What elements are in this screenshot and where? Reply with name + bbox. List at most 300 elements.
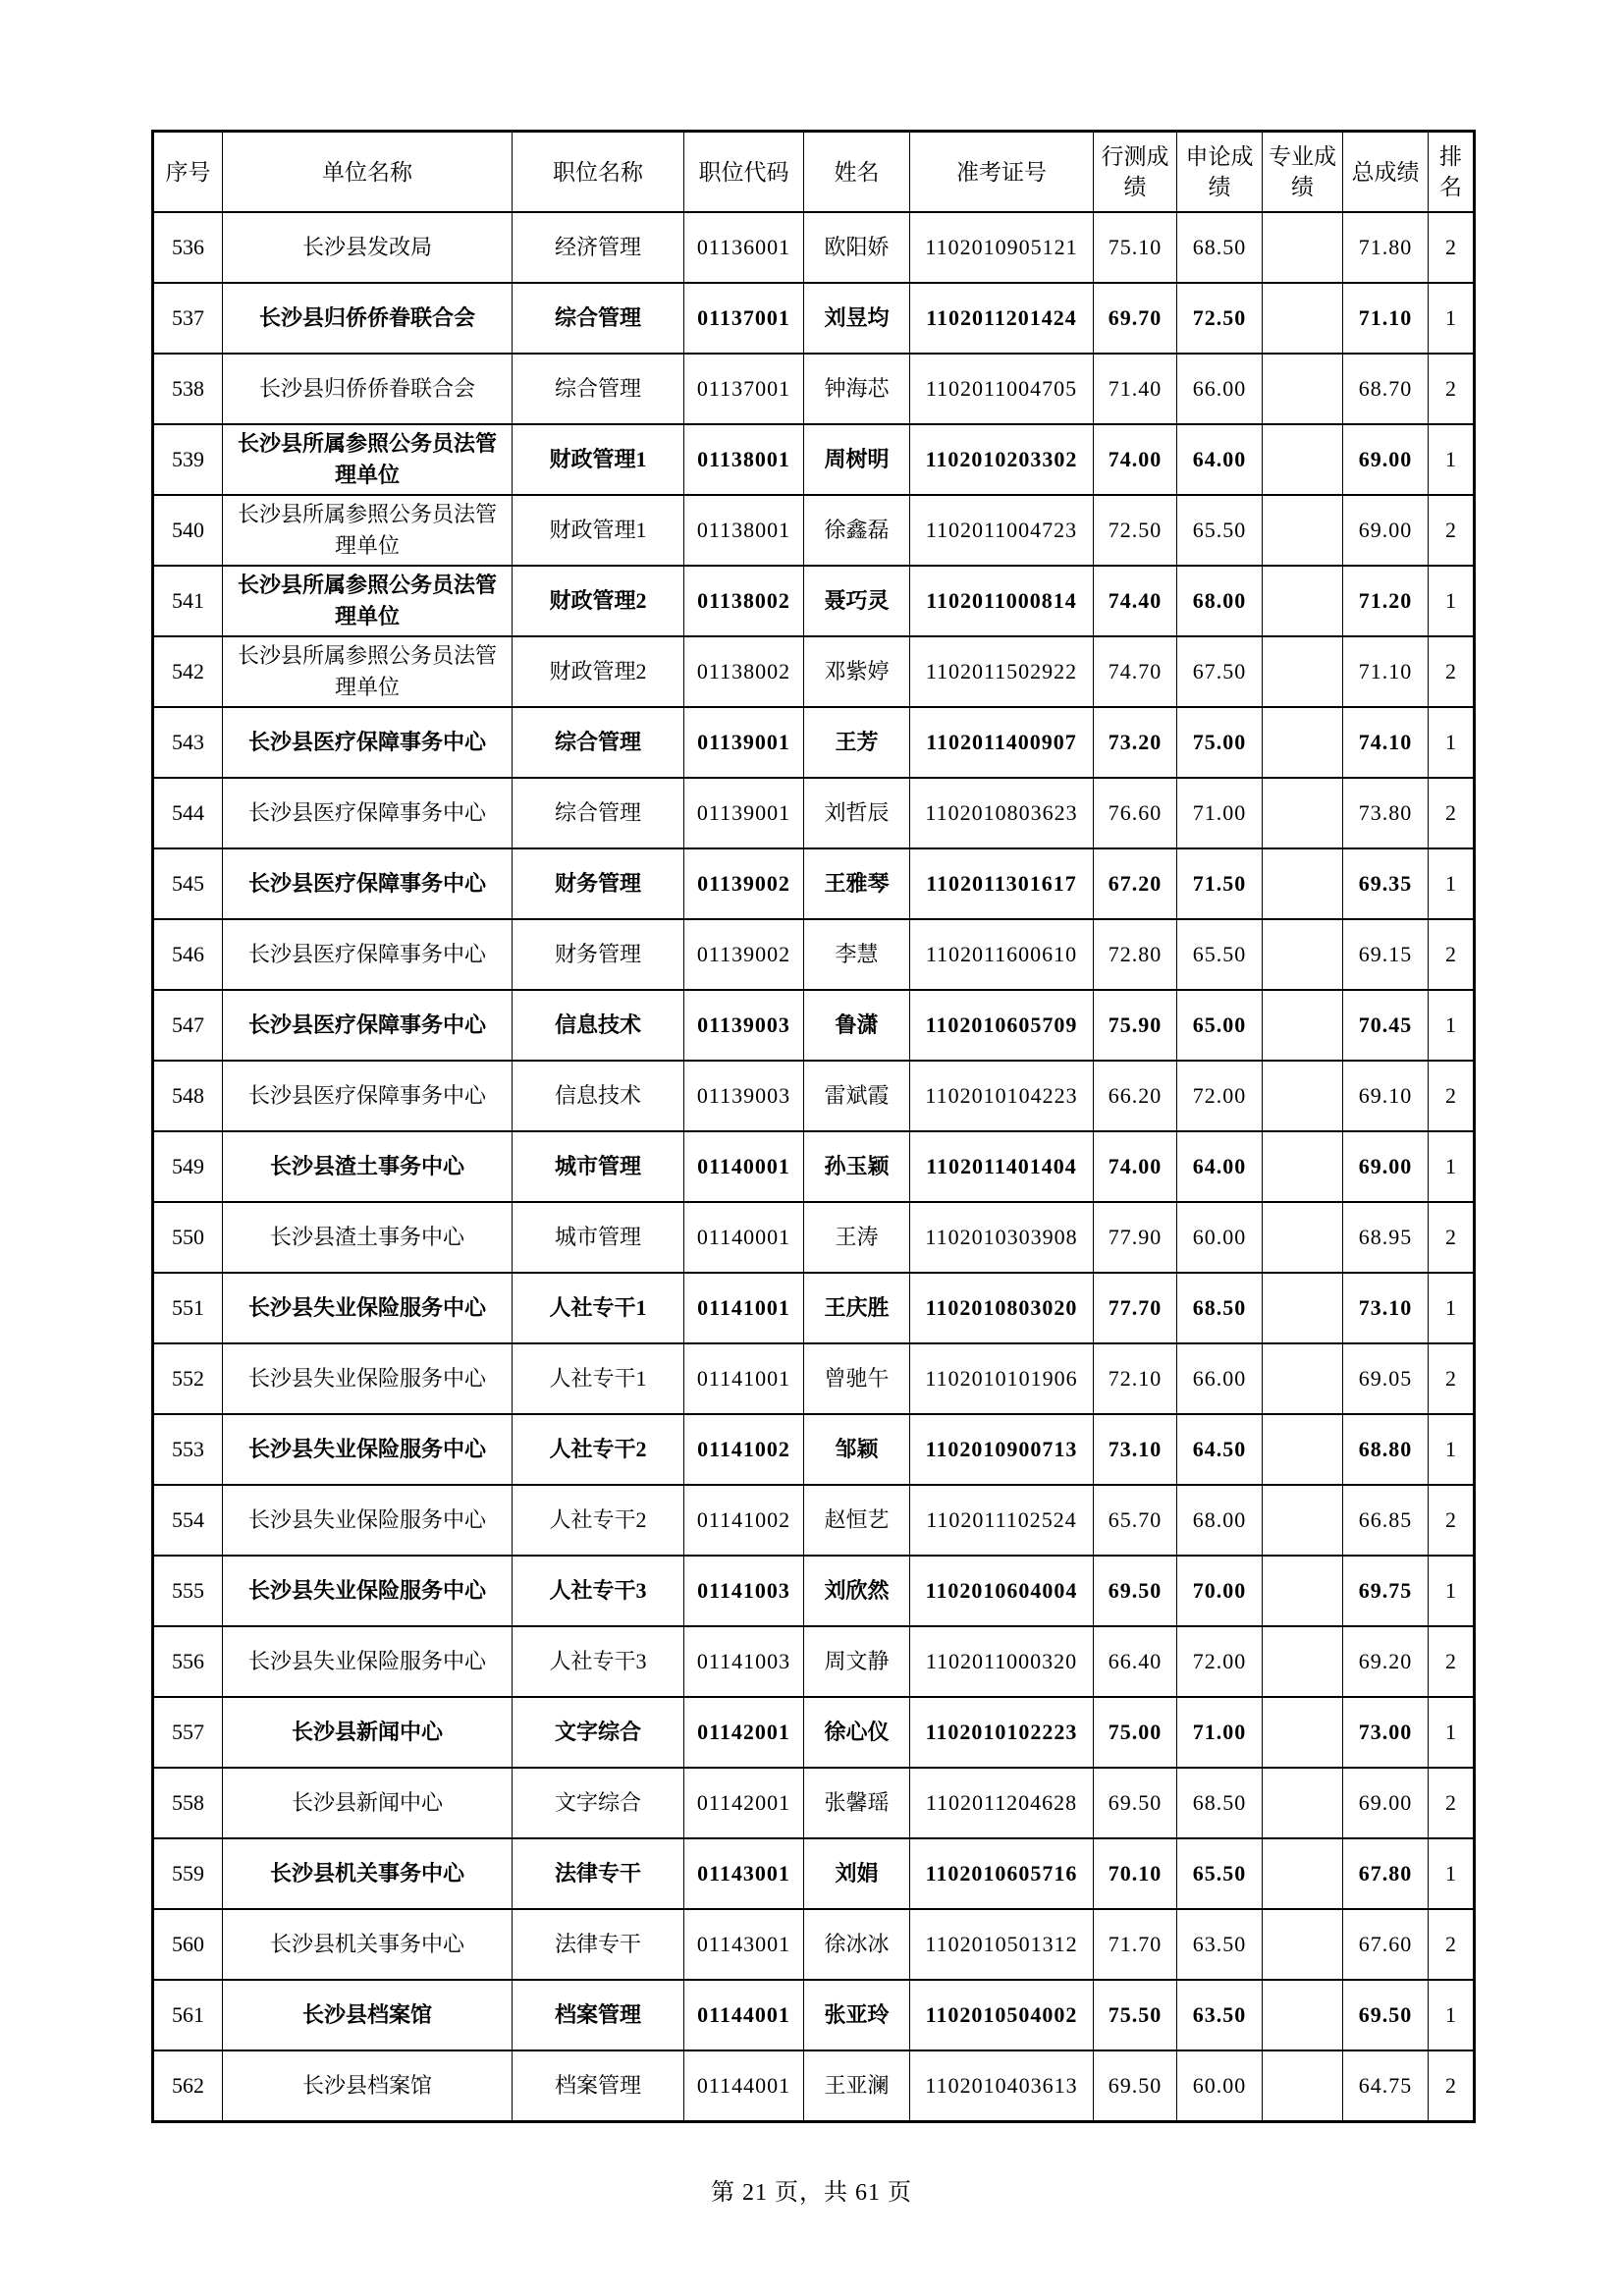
cell-rank: 1 xyxy=(1429,1980,1475,2050)
column-header: 准考证号 xyxy=(910,132,1094,213)
cell-unit-name: 长沙县所属参照公务员法管理单位 xyxy=(223,566,513,636)
cell-ticket-number: 1102011004723 xyxy=(910,495,1094,566)
cell-rank: 1 xyxy=(1429,848,1475,919)
column-header: 职位名称 xyxy=(513,132,684,213)
cell-shenlun-score: 68.00 xyxy=(1177,1485,1263,1556)
column-header: 排名 xyxy=(1429,132,1475,213)
cell-unit-name: 长沙县医疗保障事务中心 xyxy=(223,707,513,778)
cell-serial-number: 562 xyxy=(153,2050,223,2122)
cell-unit-name: 长沙县机关事务中心 xyxy=(223,1838,513,1909)
cell-serial-number: 550 xyxy=(153,1202,223,1273)
cell-position-name: 财政管理1 xyxy=(513,424,684,495)
cell-unit-name: 长沙县医疗保障事务中心 xyxy=(223,778,513,848)
cell-position-name: 人社专干3 xyxy=(513,1626,684,1697)
cell-ticket-number: 1102010504002 xyxy=(910,1980,1094,2050)
cell-total-score: 69.75 xyxy=(1343,1556,1429,1626)
table-row xyxy=(153,1273,1475,1343)
cell-candidate-name: 周树明 xyxy=(804,424,910,495)
cell-position-code: 01136001 xyxy=(684,212,804,283)
cell-position-name: 人社专干1 xyxy=(513,1273,684,1343)
table-row xyxy=(153,990,1475,1061)
cell-serial-number: 556 xyxy=(153,1626,223,1697)
cell-unit-name: 长沙县档案馆 xyxy=(223,1980,513,2050)
cell-position-name: 城市管理 xyxy=(513,1202,684,1273)
table-row xyxy=(153,1556,1475,1626)
cell-candidate-name: 钟海芯 xyxy=(804,354,910,424)
cell-total-score: 69.15 xyxy=(1343,919,1429,990)
cell-shenlun-score: 71.00 xyxy=(1177,1697,1263,1768)
cell-xingce-score: 70.10 xyxy=(1094,1838,1177,1909)
cell-unit-name: 长沙县归侨侨眷联合会 xyxy=(223,283,513,354)
cell-shenlun-score: 68.00 xyxy=(1177,566,1263,636)
cell-candidate-name: 邹颖 xyxy=(804,1414,910,1485)
cell-serial-number: 553 xyxy=(153,1414,223,1485)
column-header: 专业成绩 xyxy=(1263,132,1343,213)
cell-zhuanye-score xyxy=(1263,1061,1343,1131)
cell-rank: 2 xyxy=(1429,1061,1475,1131)
cell-rank: 1 xyxy=(1429,566,1475,636)
column-header: 申论成绩 xyxy=(1177,132,1263,213)
cell-serial-number: 537 xyxy=(153,283,223,354)
cell-xingce-score: 66.40 xyxy=(1094,1626,1177,1697)
cell-position-name: 经济管理 xyxy=(513,212,684,283)
cell-serial-number: 561 xyxy=(153,1980,223,2050)
column-header: 职位代码 xyxy=(684,132,804,213)
cell-ticket-number: 1102011000814 xyxy=(910,566,1094,636)
cell-total-score: 69.35 xyxy=(1343,848,1429,919)
cell-ticket-number: 1102010803020 xyxy=(910,1273,1094,1343)
cell-xingce-score: 77.90 xyxy=(1094,1202,1177,1273)
cell-total-score: 73.10 xyxy=(1343,1273,1429,1343)
cell-xingce-score: 71.70 xyxy=(1094,1909,1177,1980)
cell-candidate-name: 王庆胜 xyxy=(804,1273,910,1343)
cell-unit-name: 长沙县所属参照公务员法管理单位 xyxy=(223,636,513,707)
cell-shenlun-score: 71.00 xyxy=(1177,778,1263,848)
cell-shenlun-score: 70.00 xyxy=(1177,1556,1263,1626)
cell-position-code: 01141001 xyxy=(684,1273,804,1343)
table-row xyxy=(153,1414,1475,1485)
cell-shenlun-score: 66.00 xyxy=(1177,354,1263,424)
cell-total-score: 70.45 xyxy=(1343,990,1429,1061)
cell-position-code: 01138002 xyxy=(684,566,804,636)
cell-serial-number: 549 xyxy=(153,1131,223,1202)
cell-unit-name: 长沙县新闻中心 xyxy=(223,1697,513,1768)
cell-candidate-name: 徐鑫磊 xyxy=(804,495,910,566)
cell-position-code: 01142001 xyxy=(684,1697,804,1768)
cell-candidate-name: 徐心仪 xyxy=(804,1697,910,1768)
cell-position-name: 综合管理 xyxy=(513,283,684,354)
cell-position-name: 综合管理 xyxy=(513,707,684,778)
cell-ticket-number: 1102010102223 xyxy=(910,1697,1094,1768)
cell-total-score: 71.10 xyxy=(1343,283,1429,354)
cell-unit-name: 长沙县失业保险服务中心 xyxy=(223,1556,513,1626)
table-row xyxy=(153,778,1475,848)
cell-xingce-score: 75.00 xyxy=(1094,1697,1177,1768)
cell-rank: 1 xyxy=(1429,990,1475,1061)
cell-candidate-name: 孙玉颖 xyxy=(804,1131,910,1202)
cell-total-score: 69.10 xyxy=(1343,1061,1429,1131)
cell-xingce-score: 72.50 xyxy=(1094,495,1177,566)
cell-position-code: 01143001 xyxy=(684,1838,804,1909)
cell-candidate-name: 王雅琴 xyxy=(804,848,910,919)
cell-serial-number: 554 xyxy=(153,1485,223,1556)
cell-unit-name: 长沙县医疗保障事务中心 xyxy=(223,848,513,919)
cell-rank: 1 xyxy=(1429,283,1475,354)
cell-position-code: 01141003 xyxy=(684,1556,804,1626)
cell-zhuanye-score xyxy=(1263,1273,1343,1343)
cell-xingce-score: 69.50 xyxy=(1094,1768,1177,1838)
column-header: 单位名称 xyxy=(223,132,513,213)
column-header: 行测成绩 xyxy=(1094,132,1177,213)
table-row xyxy=(153,1980,1475,2050)
cell-position-code: 01140001 xyxy=(684,1131,804,1202)
cell-zhuanye-score xyxy=(1263,848,1343,919)
cell-serial-number: 541 xyxy=(153,566,223,636)
cell-ticket-number: 1102011204628 xyxy=(910,1768,1094,1838)
cell-ticket-number: 1102010104223 xyxy=(910,1061,1094,1131)
cell-rank: 1 xyxy=(1429,1414,1475,1485)
cell-unit-name: 长沙县医疗保障事务中心 xyxy=(223,1061,513,1131)
cell-ticket-number: 1102011400907 xyxy=(910,707,1094,778)
cell-unit-name: 长沙县所属参照公务员法管理单位 xyxy=(223,424,513,495)
cell-unit-name: 长沙县档案馆 xyxy=(223,2050,513,2122)
cell-shenlun-score: 64.00 xyxy=(1177,1131,1263,1202)
cell-shenlun-score: 60.00 xyxy=(1177,1202,1263,1273)
cell-shenlun-score: 65.50 xyxy=(1177,495,1263,566)
cell-ticket-number: 1102010203302 xyxy=(910,424,1094,495)
cell-candidate-name: 王涛 xyxy=(804,1202,910,1273)
cell-zhuanye-score xyxy=(1263,1202,1343,1273)
cell-serial-number: 558 xyxy=(153,1768,223,1838)
cell-position-name: 信息技术 xyxy=(513,1061,684,1131)
cell-serial-number: 552 xyxy=(153,1343,223,1414)
table-row xyxy=(153,1838,1475,1909)
cell-rank: 1 xyxy=(1429,424,1475,495)
cell-unit-name: 长沙县失业保险服务中心 xyxy=(223,1414,513,1485)
cell-serial-number: 540 xyxy=(153,495,223,566)
table-row xyxy=(153,707,1475,778)
cell-position-name: 法律专干 xyxy=(513,1909,684,1980)
cell-position-code: 01138002 xyxy=(684,636,804,707)
cell-ticket-number: 1102010605716 xyxy=(910,1838,1094,1909)
cell-unit-name: 长沙县失业保险服务中心 xyxy=(223,1626,513,1697)
cell-ticket-number: 1102011600610 xyxy=(910,919,1094,990)
cell-position-name: 综合管理 xyxy=(513,778,684,848)
cell-total-score: 74.10 xyxy=(1343,707,1429,778)
cell-xingce-score: 74.40 xyxy=(1094,566,1177,636)
cell-rank: 2 xyxy=(1429,495,1475,566)
cell-position-name: 人社专干1 xyxy=(513,1343,684,1414)
cell-ticket-number: 1102010101906 xyxy=(910,1343,1094,1414)
cell-rank: 2 xyxy=(1429,1626,1475,1697)
cell-total-score: 69.00 xyxy=(1343,1768,1429,1838)
cell-serial-number: 543 xyxy=(153,707,223,778)
cell-rank: 2 xyxy=(1429,1343,1475,1414)
cell-rank: 2 xyxy=(1429,919,1475,990)
table-row xyxy=(153,1626,1475,1697)
cell-zhuanye-score xyxy=(1263,778,1343,848)
cell-zhuanye-score xyxy=(1263,283,1343,354)
cell-serial-number: 542 xyxy=(153,636,223,707)
cell-position-name: 人社专干2 xyxy=(513,1485,684,1556)
cell-candidate-name: 张馨瑶 xyxy=(804,1768,910,1838)
cell-serial-number: 559 xyxy=(153,1838,223,1909)
cell-shenlun-score: 72.00 xyxy=(1177,1626,1263,1697)
cell-candidate-name: 王芳 xyxy=(804,707,910,778)
table-row xyxy=(153,1485,1475,1556)
cell-shenlun-score: 66.00 xyxy=(1177,1343,1263,1414)
cell-shenlun-score: 64.50 xyxy=(1177,1414,1263,1485)
cell-unit-name: 长沙县渣土事务中心 xyxy=(223,1131,513,1202)
cell-serial-number: 538 xyxy=(153,354,223,424)
cell-serial-number: 539 xyxy=(153,424,223,495)
cell-shenlun-score: 68.50 xyxy=(1177,1768,1263,1838)
cell-zhuanye-score xyxy=(1263,1909,1343,1980)
cell-position-code: 01142001 xyxy=(684,1768,804,1838)
cell-position-name: 财务管理 xyxy=(513,848,684,919)
cell-position-code: 01139003 xyxy=(684,1061,804,1131)
cell-position-name: 财政管理2 xyxy=(513,636,684,707)
cell-zhuanye-score xyxy=(1263,1414,1343,1485)
table-row xyxy=(153,495,1475,566)
cell-rank: 2 xyxy=(1429,636,1475,707)
cell-ticket-number: 1102010605709 xyxy=(910,990,1094,1061)
cell-total-score: 64.75 xyxy=(1343,2050,1429,2122)
cell-xingce-score: 77.70 xyxy=(1094,1273,1177,1343)
table-row xyxy=(153,1697,1475,1768)
cell-zhuanye-score xyxy=(1263,1131,1343,1202)
cell-position-name: 档案管理 xyxy=(513,2050,684,2122)
cell-xingce-score: 72.10 xyxy=(1094,1343,1177,1414)
cell-position-code: 01140001 xyxy=(684,1202,804,1273)
cell-candidate-name: 王亚澜 xyxy=(804,2050,910,2122)
table-row xyxy=(153,2050,1475,2122)
cell-xingce-score: 75.10 xyxy=(1094,212,1177,283)
cell-position-name: 法律专干 xyxy=(513,1838,684,1909)
cell-position-name: 财政管理1 xyxy=(513,495,684,566)
cell-total-score: 67.80 xyxy=(1343,1838,1429,1909)
cell-rank: 1 xyxy=(1429,1273,1475,1343)
cell-candidate-name: 刘哲辰 xyxy=(804,778,910,848)
table-row xyxy=(153,212,1475,283)
cell-xingce-score: 72.80 xyxy=(1094,919,1177,990)
cell-position-name: 财务管理 xyxy=(513,919,684,990)
cell-serial-number: 547 xyxy=(153,990,223,1061)
cell-unit-name: 长沙县失业保险服务中心 xyxy=(223,1485,513,1556)
cell-ticket-number: 1102010501312 xyxy=(910,1909,1094,1980)
cell-zhuanye-score xyxy=(1263,1556,1343,1626)
cell-candidate-name: 刘昱均 xyxy=(804,283,910,354)
cell-position-name: 信息技术 xyxy=(513,990,684,1061)
table-row xyxy=(153,636,1475,707)
cell-total-score: 69.00 xyxy=(1343,495,1429,566)
table-row xyxy=(153,1343,1475,1414)
cell-total-score: 73.00 xyxy=(1343,1697,1429,1768)
cell-shenlun-score: 65.50 xyxy=(1177,1838,1263,1909)
table-row xyxy=(153,1061,1475,1131)
cell-position-name: 人社专干2 xyxy=(513,1414,684,1485)
cell-position-name: 文字综合 xyxy=(513,1697,684,1768)
cell-shenlun-score: 60.00 xyxy=(1177,2050,1263,2122)
cell-unit-name: 长沙县失业保险服务中心 xyxy=(223,1343,513,1414)
table-row xyxy=(153,1202,1475,1273)
cell-zhuanye-score xyxy=(1263,2050,1343,2122)
cell-total-score: 67.60 xyxy=(1343,1909,1429,1980)
table-row xyxy=(153,283,1475,354)
cell-position-code: 01141002 xyxy=(684,1414,804,1485)
cell-xingce-score: 74.00 xyxy=(1094,424,1177,495)
cell-position-code: 01139003 xyxy=(684,990,804,1061)
cell-ticket-number: 1102011000320 xyxy=(910,1626,1094,1697)
cell-serial-number: 551 xyxy=(153,1273,223,1343)
cell-ticket-number: 1102010803623 xyxy=(910,778,1094,848)
cell-unit-name: 长沙县医疗保障事务中心 xyxy=(223,990,513,1061)
cell-rank: 2 xyxy=(1429,1909,1475,1980)
cell-shenlun-score: 65.00 xyxy=(1177,990,1263,1061)
column-header: 总成绩 xyxy=(1343,132,1429,213)
cell-rank: 2 xyxy=(1429,212,1475,283)
cell-total-score: 71.10 xyxy=(1343,636,1429,707)
cell-zhuanye-score xyxy=(1263,919,1343,990)
cell-rank: 2 xyxy=(1429,1768,1475,1838)
cell-xingce-score: 67.20 xyxy=(1094,848,1177,919)
cell-zhuanye-score xyxy=(1263,354,1343,424)
cell-shenlun-score: 63.50 xyxy=(1177,1909,1263,1980)
cell-zhuanye-score xyxy=(1263,212,1343,283)
cell-candidate-name: 张亚玲 xyxy=(804,1980,910,2050)
cell-position-code: 01141003 xyxy=(684,1626,804,1697)
cell-rank: 1 xyxy=(1429,707,1475,778)
cell-rank: 1 xyxy=(1429,1131,1475,1202)
cell-rank: 2 xyxy=(1429,1202,1475,1273)
cell-total-score: 73.80 xyxy=(1343,778,1429,848)
cell-shenlun-score: 72.50 xyxy=(1177,283,1263,354)
cell-unit-name: 长沙县归侨侨眷联合会 xyxy=(223,354,513,424)
cell-position-code: 01139001 xyxy=(684,778,804,848)
cell-position-code: 01137001 xyxy=(684,354,804,424)
cell-total-score: 71.20 xyxy=(1343,566,1429,636)
cell-serial-number: 548 xyxy=(153,1061,223,1131)
cell-ticket-number: 1102010403613 xyxy=(910,2050,1094,2122)
cell-xingce-score: 69.70 xyxy=(1094,283,1177,354)
cell-shenlun-score: 72.00 xyxy=(1177,1061,1263,1131)
table-row xyxy=(153,1768,1475,1838)
cell-shenlun-score: 75.00 xyxy=(1177,707,1263,778)
cell-position-code: 01139001 xyxy=(684,707,804,778)
cell-total-score: 68.80 xyxy=(1343,1414,1429,1485)
cell-position-name: 文字综合 xyxy=(513,1768,684,1838)
cell-position-code: 01144001 xyxy=(684,1980,804,2050)
cell-xingce-score: 73.20 xyxy=(1094,707,1177,778)
cell-xingce-score: 73.10 xyxy=(1094,1414,1177,1485)
cell-position-name: 城市管理 xyxy=(513,1131,684,1202)
cell-shenlun-score: 63.50 xyxy=(1177,1980,1263,2050)
cell-zhuanye-score xyxy=(1263,424,1343,495)
cell-xingce-score: 74.70 xyxy=(1094,636,1177,707)
table-row xyxy=(153,919,1475,990)
cell-serial-number: 544 xyxy=(153,778,223,848)
cell-unit-name: 长沙县新闻中心 xyxy=(223,1768,513,1838)
cell-shenlun-score: 67.50 xyxy=(1177,636,1263,707)
cell-serial-number: 536 xyxy=(153,212,223,283)
cell-xingce-score: 66.20 xyxy=(1094,1061,1177,1131)
cell-rank: 2 xyxy=(1429,778,1475,848)
cell-zhuanye-score xyxy=(1263,1697,1343,1768)
cell-ticket-number: 1102011004705 xyxy=(910,354,1094,424)
table-header-row xyxy=(153,132,1475,213)
cell-position-name: 财政管理2 xyxy=(513,566,684,636)
cell-rank: 2 xyxy=(1429,354,1475,424)
cell-candidate-name: 欧阳娇 xyxy=(804,212,910,283)
page-number-footer: 第 21 页，共 61 页 xyxy=(711,2180,912,2206)
cell-total-score: 69.00 xyxy=(1343,424,1429,495)
cell-zhuanye-score xyxy=(1263,1768,1343,1838)
cell-ticket-number: 1102011401404 xyxy=(910,1131,1094,1202)
cell-unit-name: 长沙县所属参照公务员法管理单位 xyxy=(223,495,513,566)
cell-unit-name: 长沙县失业保险服务中心 xyxy=(223,1273,513,1343)
cell-ticket-number: 1102011301617 xyxy=(910,848,1094,919)
cell-position-name: 档案管理 xyxy=(513,1980,684,2050)
cell-ticket-number: 1102010604004 xyxy=(910,1556,1094,1626)
cell-xingce-score: 75.50 xyxy=(1094,1980,1177,2050)
cell-ticket-number: 1102011502922 xyxy=(910,636,1094,707)
cell-zhuanye-score xyxy=(1263,1838,1343,1909)
cell-shenlun-score: 64.00 xyxy=(1177,424,1263,495)
cell-position-code: 01141002 xyxy=(684,1485,804,1556)
cell-position-code: 01137001 xyxy=(684,283,804,354)
cell-ticket-number: 1102011102524 xyxy=(910,1485,1094,1556)
table-body xyxy=(153,212,1475,2122)
cell-total-score: 71.80 xyxy=(1343,212,1429,283)
cell-zhuanye-score xyxy=(1263,990,1343,1061)
cell-position-code: 01144001 xyxy=(684,2050,804,2122)
cell-candidate-name: 刘欣然 xyxy=(804,1556,910,1626)
cell-total-score: 69.05 xyxy=(1343,1343,1429,1414)
cell-rank: 1 xyxy=(1429,1838,1475,1909)
cell-serial-number: 555 xyxy=(153,1556,223,1626)
cell-candidate-name: 徐冰冰 xyxy=(804,1909,910,1980)
cell-serial-number: 545 xyxy=(153,848,223,919)
cell-zhuanye-score xyxy=(1263,566,1343,636)
cell-xingce-score: 74.00 xyxy=(1094,1131,1177,1202)
table-row xyxy=(153,1909,1475,1980)
cell-candidate-name: 鲁潇 xyxy=(804,990,910,1061)
cell-zhuanye-score xyxy=(1263,1980,1343,2050)
cell-shenlun-score: 68.50 xyxy=(1177,1273,1263,1343)
cell-xingce-score: 69.50 xyxy=(1094,1556,1177,1626)
cell-candidate-name: 周文静 xyxy=(804,1626,910,1697)
cell-position-code: 01143001 xyxy=(684,1909,804,1980)
cell-zhuanye-score xyxy=(1263,707,1343,778)
cell-xingce-score: 75.90 xyxy=(1094,990,1177,1061)
cell-serial-number: 560 xyxy=(153,1909,223,1980)
cell-ticket-number: 1102011201424 xyxy=(910,283,1094,354)
cell-position-code: 01139002 xyxy=(684,848,804,919)
cell-unit-name: 长沙县医疗保障事务中心 xyxy=(223,919,513,990)
cell-candidate-name: 李慧 xyxy=(804,919,910,990)
cell-xingce-score: 76.60 xyxy=(1094,778,1177,848)
cell-ticket-number: 1102010900713 xyxy=(910,1414,1094,1485)
cell-total-score: 68.95 xyxy=(1343,1202,1429,1273)
cell-total-score: 69.20 xyxy=(1343,1626,1429,1697)
cell-unit-name: 长沙县渣土事务中心 xyxy=(223,1202,513,1273)
cell-candidate-name: 邓紫婷 xyxy=(804,636,910,707)
cell-total-score: 66.85 xyxy=(1343,1485,1429,1556)
cell-candidate-name: 刘娟 xyxy=(804,1838,910,1909)
cell-zhuanye-score xyxy=(1263,1485,1343,1556)
cell-position-code: 01141001 xyxy=(684,1343,804,1414)
cell-zhuanye-score xyxy=(1263,1343,1343,1414)
